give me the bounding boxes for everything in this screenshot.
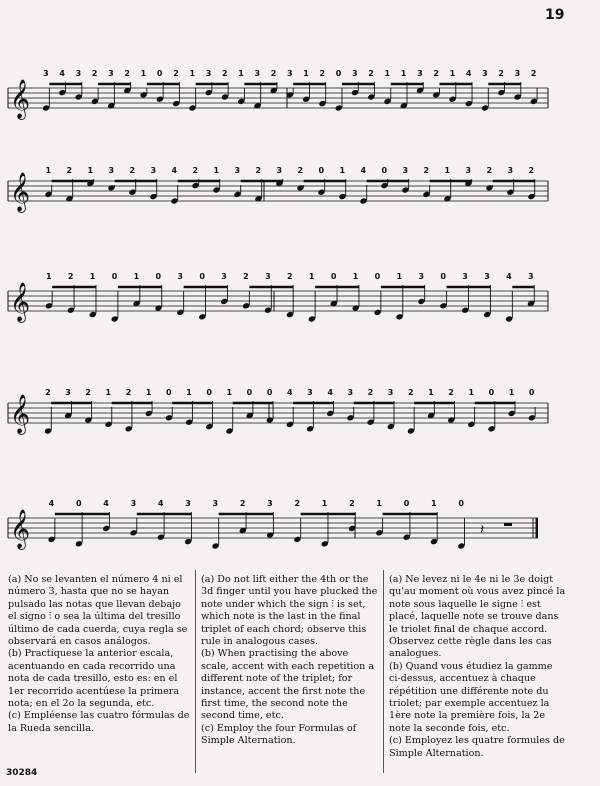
fingering-number: 1	[105, 388, 112, 397]
treble-clef-icon: 𝄞	[10, 282, 31, 322]
fingering-number: 0	[458, 499, 464, 508]
fingering-number: 3	[177, 272, 184, 281]
fingering-number: 1	[428, 388, 434, 397]
fingering-number: 1	[303, 69, 309, 78]
fingering-number: 3	[514, 69, 521, 78]
fingering-number: 2	[45, 388, 51, 397]
english-note-c: (c) Employ the four Formulas of Simple Alternation.	[201, 722, 357, 747]
french-note-b: (b) Quand vous étudiez la gamme ci-dessus, accentuez à chaque répétition une différente note du triolet; par exemple accentuez la 1ère note la première fois, la 2e note la seconde fois, etc.	[389, 660, 553, 734]
fingering-number: 3	[276, 166, 283, 175]
fingering-number: 3	[347, 388, 354, 397]
fingering-number: 2	[173, 69, 179, 78]
final-barline	[536, 518, 539, 538]
fingering-number: 2	[530, 69, 537, 78]
french-text-column	[389, 574, 567, 760]
fingering-number: 1	[140, 69, 147, 78]
fingering-number: 2	[239, 499, 246, 508]
fingering-number: 2	[498, 69, 504, 78]
fingering-number: 4	[171, 166, 178, 175]
fingering-number: 1	[339, 166, 346, 175]
fingering-number: 4	[48, 499, 55, 508]
fingering-number: 3	[507, 166, 514, 175]
fingering-number: 1	[444, 166, 451, 175]
fingering-number: 2	[528, 166, 535, 175]
treble-clef-icon: 𝄞	[10, 394, 31, 434]
fingering-number: 3	[108, 166, 115, 175]
page-number: 19	[545, 7, 565, 23]
english-text-column	[201, 574, 378, 748]
fingering-number: 2	[367, 388, 374, 397]
fingering-number: 1	[308, 272, 315, 281]
fingering-number: 0	[156, 69, 163, 78]
fingering-number: 0	[166, 388, 172, 397]
fingering-number: 3	[65, 388, 71, 397]
fingering-number: 0	[488, 388, 495, 397]
fingering-number: 2	[297, 166, 304, 175]
fingering-number: 1	[87, 166, 94, 175]
fingering-number: 2	[287, 272, 293, 281]
fingering-number: 0	[155, 272, 162, 281]
fingering-number: 2	[243, 272, 249, 281]
fingering-number: 2	[448, 388, 454, 397]
fingering-number: 3	[484, 272, 490, 281]
fingering-number: 1	[449, 69, 456, 78]
fingering-number: 3	[43, 69, 49, 78]
fingering-number: 3	[254, 69, 261, 78]
fingering-number: 1	[508, 388, 515, 397]
fingering-number: 1	[226, 388, 233, 397]
fingering-number: 0	[528, 388, 535, 397]
fingering-number: 2	[85, 388, 91, 397]
fingering-number: 0	[318, 166, 325, 175]
fingering-number: 4	[157, 499, 164, 508]
fingering-number: 1	[376, 499, 382, 508]
fingering-number: 0	[335, 69, 342, 78]
fingering-number: 3	[234, 166, 241, 175]
fingering-number: 1	[396, 272, 403, 281]
column-divider	[383, 570, 384, 773]
plate-number: 30284	[6, 768, 38, 778]
fingering-number: 0	[381, 166, 388, 175]
fingering-number: 3	[417, 69, 423, 78]
fingering-number: 2	[407, 388, 414, 397]
fingering-number: 1	[133, 272, 140, 281]
fingering-number: 3	[75, 69, 82, 78]
fingering-number: 2	[270, 69, 277, 78]
fingering-number: 2	[423, 166, 430, 175]
fingering-number: 3	[482, 69, 488, 78]
fingering-number: 2	[129, 166, 136, 175]
fingering-number: 3	[130, 499, 137, 508]
spanish-note-b: (b) Practíquese la anterior escala, acentuando en cada recorrido una nota de cada tresillo, esto es: en el 1er recorrido acentúese la primera nota; en el 2o la segunda, etc.	[8, 648, 180, 710]
fingering-number: 1	[45, 166, 52, 175]
fingering-number: 0	[206, 388, 212, 397]
fingering-number: 3	[352, 69, 358, 78]
fingering-number: 4	[360, 166, 367, 175]
spanish-note-c: (c) Empléense las cuatro fórmulas de la Rueda sencilla.	[8, 710, 190, 734]
fingering-number: 0	[374, 272, 381, 281]
fingering-number: 2	[294, 499, 301, 508]
fingering-number: 3	[265, 272, 271, 281]
fingering-number: 2	[319, 69, 326, 78]
fingering-number: 3	[402, 166, 409, 175]
fingering-number: 1	[213, 166, 220, 175]
fingering-number: 0	[246, 388, 253, 397]
fingering-number: 3	[287, 69, 293, 78]
fingering-number: 2	[486, 166, 493, 175]
fingering-number: 1	[238, 69, 244, 78]
english-note-b: (b) When practising the above scale, accent with each repetition a different note of the triplet; for instance, accent the first note the first time, the second note the second time, etc.	[201, 648, 375, 722]
fingering-number: 2	[255, 166, 262, 175]
fingering-number: 2	[66, 166, 73, 175]
half-rest-icon	[504, 523, 512, 526]
column-divider	[195, 570, 196, 773]
fingering-number: 2	[67, 272, 74, 281]
fingering-number: 3	[150, 166, 157, 175]
fingering-number: 3	[205, 69, 212, 78]
fingering-number: 2	[368, 69, 374, 78]
fingering-number: 0	[403, 499, 410, 508]
fingering-number: 2	[91, 69, 98, 78]
fingering-number: 4	[103, 499, 109, 508]
fingering-number: 0	[266, 388, 273, 397]
fingering-number: 1	[431, 499, 437, 508]
treble-clef-icon: 𝄞	[10, 509, 31, 549]
fingering-number: 1	[352, 272, 359, 281]
fingering-number: 3	[185, 499, 191, 508]
fingering-number: 1	[186, 388, 192, 397]
french-note-a: (a) Ne levez ni le 4e ni le 3e doigt qu'au moment où vous avez pincé la note sous laquelle le signe ⫶ est placé, laquelle note se trouve dans le triolet final de chaque accord. Observez cette règle dans les cas analogues.	[389, 574, 566, 660]
fingering-number: 0	[199, 272, 205, 281]
fingering-number: 1	[145, 388, 152, 397]
fingering-number: 3	[307, 388, 313, 397]
fingering-number: 1	[321, 499, 328, 508]
fingering-number: 0	[75, 499, 82, 508]
fingering-number: 3	[462, 272, 468, 281]
fingering-number: 4	[506, 272, 512, 281]
fingering-number: 0	[111, 272, 118, 281]
fingering-number: 0	[440, 272, 446, 281]
fingering-number: 3	[528, 272, 534, 281]
fingering-number: 3	[387, 388, 394, 397]
fingering-number: 2	[124, 69, 130, 78]
fingering-number: 0	[330, 272, 337, 281]
fingering-number: 3	[212, 499, 219, 508]
fingering-number: 1	[384, 69, 391, 78]
fingering-number: 2	[349, 499, 355, 508]
treble-clef-icon: 𝄞	[10, 79, 31, 119]
french-note-c: (c) Employez les quatre formules de Simple Alternation.	[389, 735, 565, 759]
english-note-a: (a) Do not lift either the 4th or the 3d finger until you have plucked the note under which the sign ⫶ is set, which note is the last in the final triplet of each chord; observe this rule in analogous cases.	[201, 574, 378, 648]
fingering-number: 4	[465, 69, 472, 78]
fingering-number: 4	[287, 388, 293, 397]
fingering-number: 1	[45, 272, 52, 281]
rest-icon: 𝄽	[480, 522, 485, 538]
fingering-number: 1	[400, 69, 407, 78]
fingering-number: 3	[108, 69, 114, 78]
spanish-note-a: (a) No se levanten el número 4 ni el número 3, hasta que no se hayan pulsado las notas que llevan debajo el signo ⫶ o sea la última del tresillo último de cada cuerda, cuya regla se observará en casos análogos.	[8, 574, 188, 648]
fingering-number: 2	[221, 69, 228, 78]
fingering-number: 1	[89, 272, 96, 281]
treble-clef-icon: 𝄞	[10, 172, 31, 212]
fingering-number: 1	[189, 69, 196, 78]
fingering-number: 3	[267, 499, 273, 508]
fingering-number: 2	[192, 166, 199, 175]
fingering-number: 1	[468, 388, 475, 397]
fingering-number: 3	[465, 166, 472, 175]
spanish-text-column	[8, 574, 190, 735]
fingering-number: 2	[433, 69, 439, 78]
fingering-number: 4	[59, 69, 65, 78]
fingering-number: 2	[125, 388, 132, 397]
fingering-number: 3	[221, 272, 227, 281]
fingering-number: 4	[327, 388, 333, 397]
fingering-number: 3	[418, 272, 425, 281]
